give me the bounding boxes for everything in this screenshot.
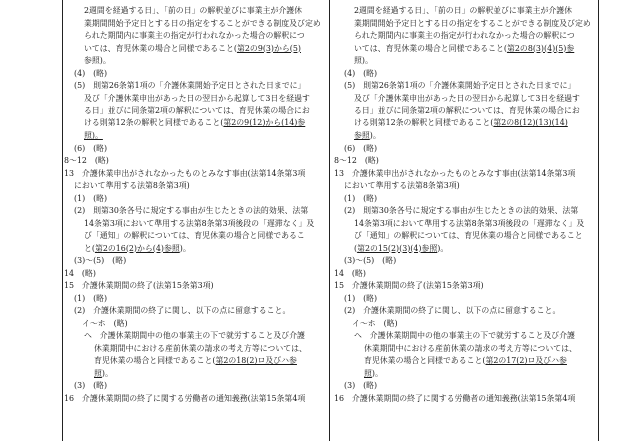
text-segment: 及び「介護休業申出があった日の翌日から起算して3日を経過す (84, 94, 310, 103)
text-segment: 8～12 (略) (64, 156, 109, 165)
text-line (354, 244, 448, 254)
text-segment: 15 介護休業期間の終了(法第15条第3項) (64, 281, 214, 290)
reference-underlined: 第2の9(12)から(14)参 (223, 118, 306, 127)
text-line (354, 118, 568, 128)
reference-underlined: 第2の17(2)ロ及びハ参 (485, 356, 567, 365)
text-segment: )。 (369, 131, 381, 140)
text-line (74, 69, 107, 79)
text-segment: (3)～(5) (略) (344, 256, 397, 265)
text-line (352, 319, 398, 329)
text-line (74, 144, 107, 154)
text-line (364, 369, 383, 379)
text-line (74, 256, 126, 266)
reference-underlined: 第2の18(2)ロ及びハ参 (215, 356, 297, 365)
text-segment: 2週間を経過する日」、「前の日」の解釈並びに事業主が介護休 (354, 6, 573, 15)
reference-underlined: 第2の15(2)(3)(4)参照 (357, 243, 438, 253)
text-segment: )。 (437, 243, 449, 253)
text-line (344, 181, 460, 191)
text-line (334, 169, 575, 179)
text-line (354, 44, 574, 54)
text-segment: ヘ 介護休業期間中の他の事業主の下で就労すること及び介護 (354, 331, 575, 340)
text-segment: (1) (略) (344, 193, 378, 203)
text-segment: と( (84, 243, 95, 253)
text-segment: (1) (略) (74, 293, 108, 303)
text-segment: (1) (略) (344, 293, 378, 303)
text-line (354, 106, 580, 116)
text-line (74, 381, 107, 391)
text-segment: イ～ホ (略) (352, 318, 398, 328)
text-line (344, 306, 560, 316)
text-segment: (5) 則第26条第1項の「介護休業開始予定日とされた日までに」 (74, 81, 306, 90)
text-line (84, 219, 314, 229)
text-segment: (1) (略) (74, 193, 108, 203)
text-line (364, 344, 577, 354)
text-line (354, 231, 583, 241)
text-segment: (3) (略) (74, 381, 108, 390)
text-segment: )。 (179, 243, 191, 253)
text-segment: イ～ホ (略) (82, 318, 128, 328)
text-line (354, 131, 381, 141)
text-line (74, 206, 308, 216)
text-line (334, 156, 379, 166)
text-line (334, 281, 484, 291)
text-line (94, 369, 113, 379)
text-segment: いては、育児休業の場合と同様であること( (84, 43, 238, 53)
text-line (64, 394, 305, 404)
text-segment: (6) (略) (74, 143, 108, 153)
reference-underlined: 照 (94, 368, 102, 378)
text-segment: 16 介護休業期間の終了に関する労働者の通知義務(法第15条第4項 (334, 393, 576, 403)
text-line (354, 31, 575, 41)
text-line (64, 269, 96, 279)
text-line (84, 94, 310, 104)
text-line (334, 269, 366, 279)
reference-underlined: 第2の8(3)(4)(5)参 (507, 43, 575, 53)
column-divider (329, 0, 330, 441)
text-segment: において準用する法第8条第3項) (74, 181, 190, 190)
text-line (344, 294, 377, 304)
text-segment: 14 (略) (334, 268, 366, 278)
text-line (64, 156, 109, 166)
text-line (354, 6, 572, 16)
text-segment: られた期間内に事業主の指定が行われなかった場合の解釈につ (354, 31, 575, 40)
text-segment: (3)～(5) (略) (74, 256, 127, 265)
text-segment: び「通知」の解釈については、育児休業の場合と同様であるこ (84, 231, 305, 240)
text-line (84, 6, 302, 16)
text-line (344, 256, 396, 266)
text-line (64, 169, 305, 179)
text-segment: 2週間を経過する日」、「前の日」の解釈並びに事業主が介護休 (84, 6, 303, 15)
text-segment: 業期間開始予定日とする日の指定をすることができる制度及び定め (84, 18, 321, 28)
text-line (82, 319, 128, 329)
text-line (84, 106, 310, 116)
text-segment: ける則第12条の解釈と同様であること( (84, 118, 224, 127)
text-segment: る日」並びに同条第2項の解釈については、育児休業の場合にお (84, 106, 310, 115)
text-line (94, 356, 297, 366)
reference-underlined: 第2の16(2)から(4)参照 (94, 243, 180, 253)
reference-underlined: 照)。 (84, 131, 103, 140)
text-segment: (6) (略) (344, 143, 378, 153)
text-line (354, 219, 584, 229)
text-line (354, 331, 575, 341)
reference-underlined: 第2の9(3)から(5) (237, 43, 301, 53)
text-line (94, 344, 307, 354)
text-line (84, 118, 305, 128)
text-line (84, 44, 301, 54)
text-segment: 8～12 (略) (334, 156, 379, 165)
text-line (344, 69, 377, 79)
text-segment: (5) 則第26条第1項の「介護休業開始予定日とされた日までに」 (344, 81, 576, 90)
text-line (84, 131, 103, 141)
text-segment: 14条第3項において準用する法第8条第3項後段の「遅滞なく」及 (354, 218, 585, 228)
text-segment: 16 介護休業期間の終了に関する労働者の通知義務(法第15条第4項 (64, 393, 306, 403)
text-line (344, 194, 377, 204)
text-line (74, 181, 190, 191)
text-segment: いては、育児休業の場合と同様であること( (354, 43, 508, 53)
text-segment: 14 (略) (64, 268, 96, 278)
reference-underlined: 参照 (354, 131, 370, 140)
text-segment: 育児休業の場合と同様であること( (94, 356, 216, 365)
text-line (84, 31, 305, 41)
text-segment: び「通知」の解釈については、育児休業の場合と同様であること (354, 231, 583, 240)
text-line (84, 19, 321, 29)
text-segment: ける則第12条の解釈と同様であること( (354, 118, 494, 127)
reference-underlined: 照 (364, 368, 372, 378)
text-segment: 業期間開始予定日とする日の指定をすることができる制度及び定め (354, 18, 591, 28)
text-segment: 14条第3項において準用する法第8条第3項後段の「遅滞なく」及 (84, 218, 315, 228)
text-line (364, 356, 567, 366)
text-segment: 15 介護休業期間の終了(法第15条第3項) (334, 281, 484, 290)
text-line (354, 19, 591, 29)
text-line (74, 294, 107, 304)
text-line (74, 194, 107, 204)
text-segment: (2) 介護休業期間の終了に関し、以下の点に留意すること。 (74, 306, 291, 315)
text-segment: (4) (略) (344, 69, 378, 78)
text-segment: (2) 則第30条各号に規定する事由が生じたときの法的効果、法第 (74, 206, 309, 215)
text-segment: (4) (略) (74, 69, 108, 78)
text-line (84, 244, 191, 254)
text-line (64, 281, 214, 291)
reference-underlined: 第2の8(12)(13)(14) (493, 118, 568, 127)
text-segment: において準用する法第8条第3項) (344, 181, 460, 190)
text-segment: 育児休業の場合と同様であること( (364, 356, 486, 365)
text-line (84, 231, 305, 241)
text-line (84, 56, 111, 66)
text-segment: (2) 介護休業期間の終了に関し、以下の点に留意すること。 (344, 306, 561, 315)
text-segment: 照)。 (354, 56, 373, 65)
text-segment: (2) 則第30条各号に規定する事由が生じたときの法的効果、法第 (344, 206, 579, 215)
text-line (334, 394, 575, 404)
text-line (344, 144, 377, 154)
text-segment: (3) (略) (344, 381, 378, 390)
text-line (344, 81, 575, 91)
text-line (74, 306, 290, 316)
text-segment: ( (354, 243, 358, 253)
text-line (344, 381, 377, 391)
text-line (344, 206, 578, 216)
text-segment: )。 (371, 368, 383, 378)
text-segment: る日」並びに同条第2項の解釈については、育児休業の場合にお (354, 106, 580, 115)
text-line (84, 331, 305, 341)
text-line (74, 81, 305, 91)
text-segment: 参照)。 (84, 56, 111, 65)
text-segment: 13 介護休業申出がされなかったものとみなす事由(法第14条第3項 (64, 168, 306, 178)
text-segment: )。 (101, 368, 113, 378)
text-segment: 休業期間中における産前休業の請求の考え方等については、 (364, 343, 577, 353)
text-segment: 及び「介護休業申出があった日の翌日から起算して3日を経過す (354, 94, 580, 103)
text-segment: 休業期間中における産前休業の請求の考え方等については、 (94, 343, 307, 353)
text-segment: られた期間内に事業主の指定が行われなかった場合の解釈につ (84, 31, 305, 40)
text-segment: ヘ 介護休業期間中の他の事業主の下で就労すること及び介護 (84, 331, 305, 340)
text-segment: 13 介護休業申出がされなかったものとみなす事由(法第14条第3項 (334, 168, 576, 178)
text-line (354, 94, 580, 104)
text-line (354, 56, 373, 66)
